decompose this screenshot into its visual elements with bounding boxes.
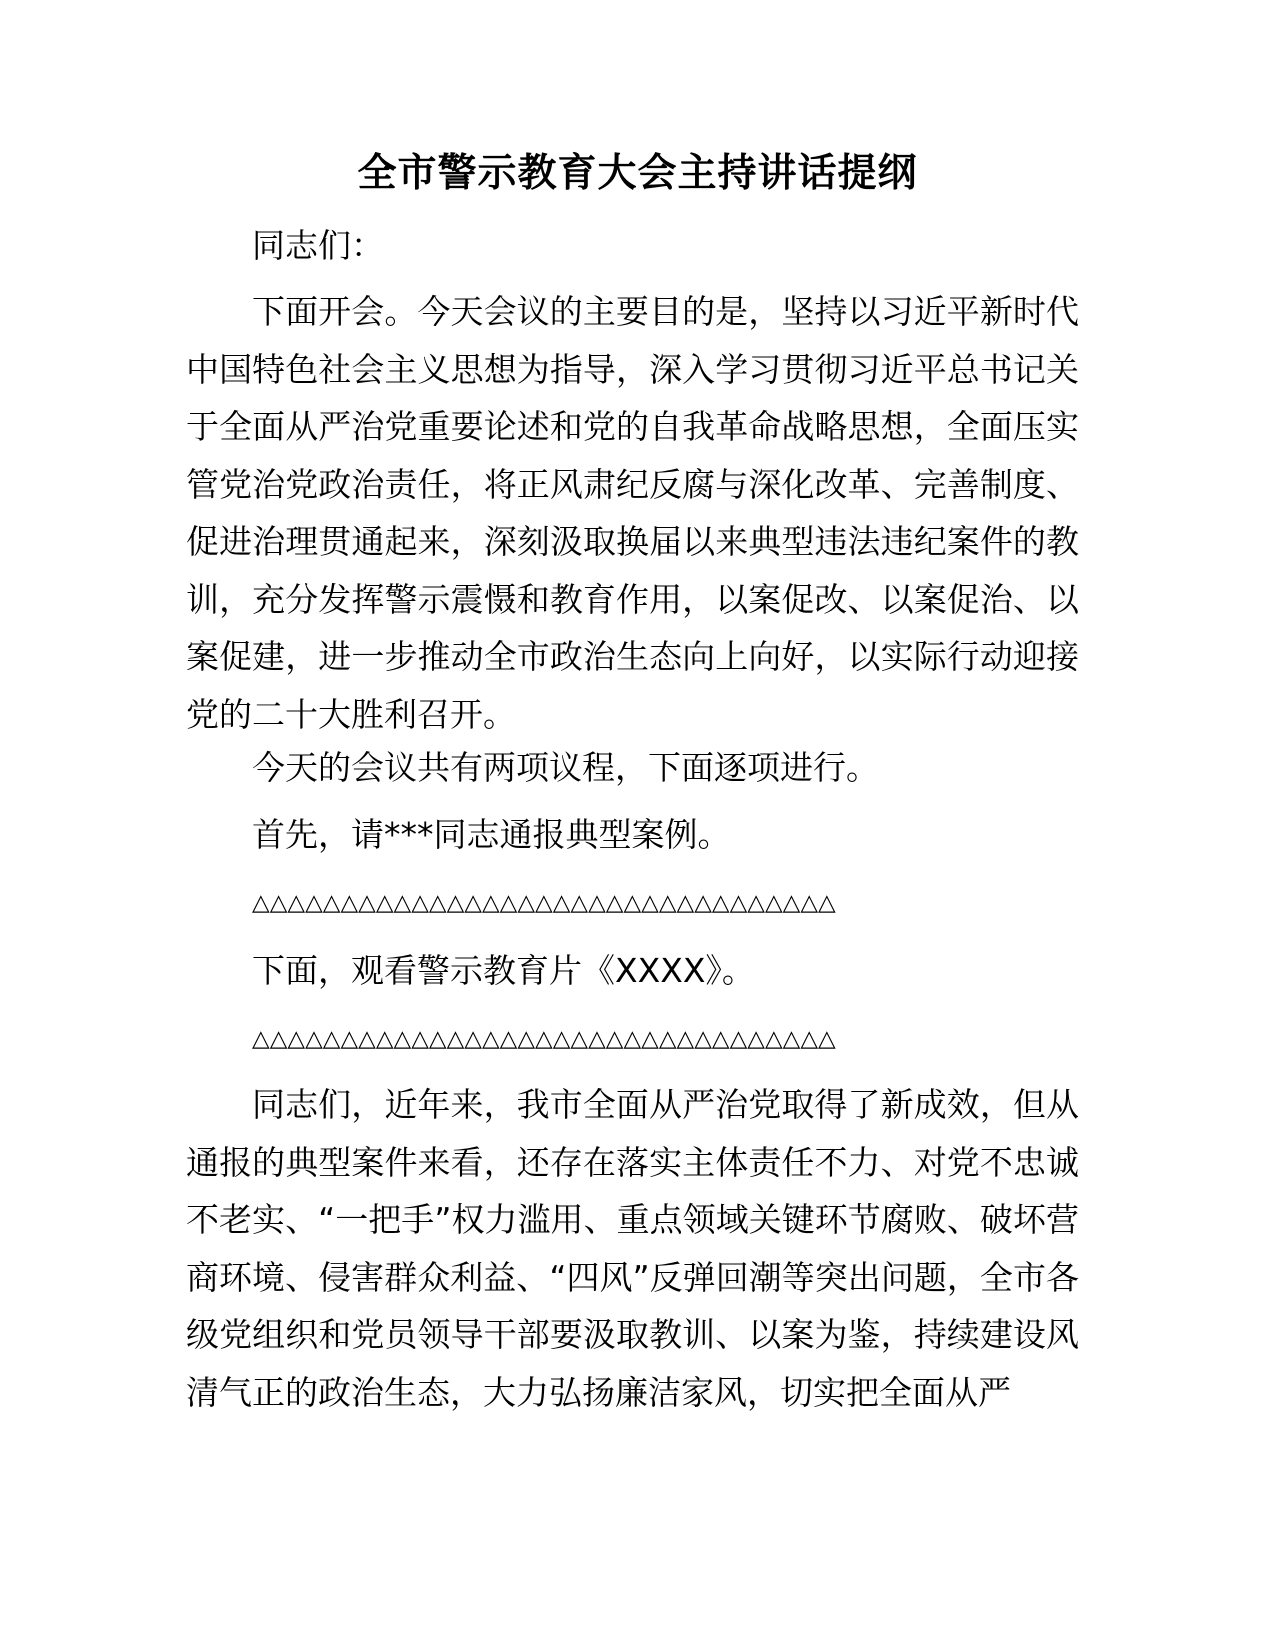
paragraph-first-item: 首先，请***同志通报典型案例。 (252, 815, 731, 854)
triangle-separator: △△△△△△△△△△△△△△△△△△△△△△△△△△△△△△△△△ (252, 890, 836, 916)
triangle-separator: △△△△△△△△△△△△△△△△△△△△△△△△△△△△△△△△△ (252, 1026, 836, 1052)
paragraph-opening: 下面开会。今天会议的主要目的是，坚持以习近平新时代中国特色社会主义思想为指导，深入学习贯彻习近平总书记关于全面从严治党重要论述和党的自我革命战略思想，全面压实管党治党政治责任，将正风肃纪反腐与深化改革、完善制度、促进治理贯通起来，深刻汲取换届以来典型违法违纪案件的教训，充分发挥警示震慑和教育作用，以案促改、以案促治、以案促建，进一步推动全市政治生态向上向好，以实际行动迎接党的二十大胜利召开。 (186, 292, 1079, 734)
paragraph-summary: 同志们，近年来，我市全面从严治党取得了新成效，但从通报的典型案件来看，还存在落实主体责任不力、对党不忠诚不老实、“一把手”权力滥用、重点领域关键环节腐败、破坏营商环境、侵害群众利益、“四风”反弹回潮等突出问题，全市各级党组织和党员领导干部要汲取教训、以案为鉴，持续建设风清气正的政治生态，大力弘扬廉洁家风，切实把全面从严 (186, 1085, 1079, 1412)
paragraph-agenda: 今天的会议共有两项议程，下面逐项进行。 (252, 748, 879, 787)
paragraph-second-item: 下面，观看警示教育片《XXXX》。 (252, 951, 755, 990)
document-title: 全市警示教育大会主持讲话提纲 (357, 151, 918, 196)
salutation: 同志们： (252, 226, 384, 265)
